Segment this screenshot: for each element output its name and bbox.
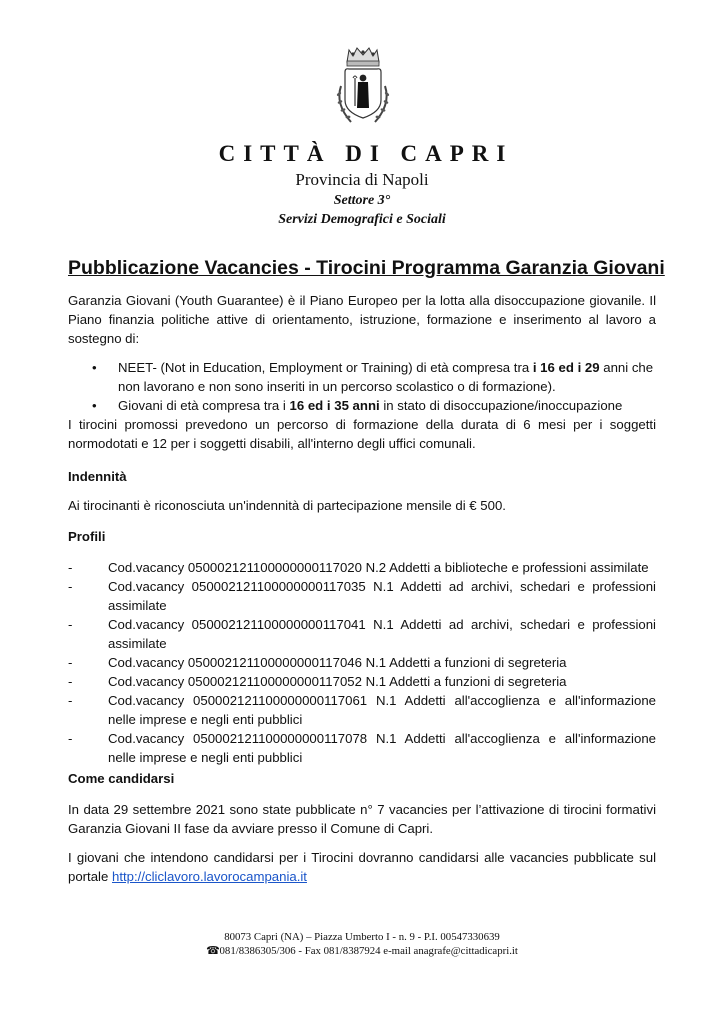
footer-contacts: ☎081/8386305/306 - Fax 081/8387924 e-mail anagrafe@cittadicapri.it (206, 945, 518, 957)
profile-item: - Cod.vacancy 050002121100000000117020 N.2 Addetti a biblioteche e professioni assimilate (68, 560, 649, 575)
profile-item: - Cod.vacancy 050002121100000000117035 N.1 Addetti ad archivi, schedari e professioni assimilate (68, 579, 656, 613)
province-name: Provincia di Napoli (295, 170, 429, 189)
eligibility-item: • NEET- (Not in Education, Employment or Training) di età compresa tra i 16 ed i 29 anni che non lavorano e non sono inseriti in un percorso scolastico o di formazione). (92, 360, 654, 394)
apply-heading: Come candidarsi (68, 771, 175, 786)
bullet-icon: • (92, 398, 97, 413)
coat-of-arms-icon (331, 42, 395, 128)
document-body (68, 255, 665, 886)
letterhead (0, 140, 724, 230)
eligibility-item: • Giovani di età compresa tra i 16 ed i 35 anni in stato di disoccupazione/inoccupazione (92, 398, 623, 413)
eligibility-list (68, 358, 656, 415)
intro-paragraph: Garanzia Giovani (Youth Guarantee) è il Piano Europeo per la lotta alla disoccupazione giovanile. Il Piano finanzia politiche attive di orientamento, istruzione, formazione e inserimento al lavoro a sostegno di: (68, 293, 656, 346)
service-label: Servizi Demografici e Sociali (278, 212, 446, 227)
profile-item: - Cod.vacancy 050002121100000000117046 N.1 Addetti a funzioni di segreteria (68, 655, 567, 670)
indemnity-paragraph: Ai tirocinanti è riconosciuta un'indennità di partecipazione mensile di € 500. (68, 498, 506, 513)
page-title: Pubblicazione Vacancies - Tirocini Programma Garanzia Giovani (68, 257, 665, 279)
apply-paragraph: In data 29 settembre 2021 sono state pubblicate n° 7 vacancies per l’attivazione di tirocini formativi Garanzia Giovani II fase da avviare presso il Comune di Capri. (68, 802, 656, 836)
profiles-heading: Profili (68, 529, 106, 544)
profile-item: - Cod.vacancy 050002121100000000117078 N.1 Addetti all'accoglienza e all'informazione nelle imprese e negli enti pubblici (68, 731, 656, 765)
duration-paragraph: I tirocini promossi prevedono un percorso di formazione della durata di 6 mesi per i soggetti normodotati e 12 per i soggetti disabili, all'interno degli uffici comunali. (68, 417, 656, 451)
portal-paragraph: I giovani che intendono candidarsi per i Tirocini dovranno candidarsi alle vacancies pubblicate sul portale http://cliclavoro.lavorocampania.it (68, 850, 656, 884)
indemnity-heading: Indennità (68, 469, 127, 484)
sector-label: Settore 3° (333, 193, 391, 208)
bullet-icon: • (92, 360, 97, 375)
city-name: CITTÀ DI CAPRI (218, 141, 514, 166)
footer (0, 930, 724, 958)
phone-icon: ☎ (206, 945, 220, 957)
profiles-list (68, 558, 656, 767)
profile-item: - Cod.vacancy 050002121100000000117041 N.1 Addetti ad archivi, schedari e professioni assimilate (68, 617, 656, 651)
footer-address: 80073 Capri (NA) – Piazza Umberto I - n. 9 - P.I. 00547330639 (224, 931, 500, 943)
portal-link[interactable]: http://cliclavoro.lavorocampania.it (112, 869, 307, 884)
profile-item: - Cod.vacancy 050002121100000000117052 N.1 Addetti a funzioni di segreteria (68, 674, 567, 689)
profile-item: - Cod.vacancy 050002121100000000117061 N.1 Addetti all'accoglienza e all'informazione nelle imprese e negli enti pubblici (68, 693, 656, 727)
